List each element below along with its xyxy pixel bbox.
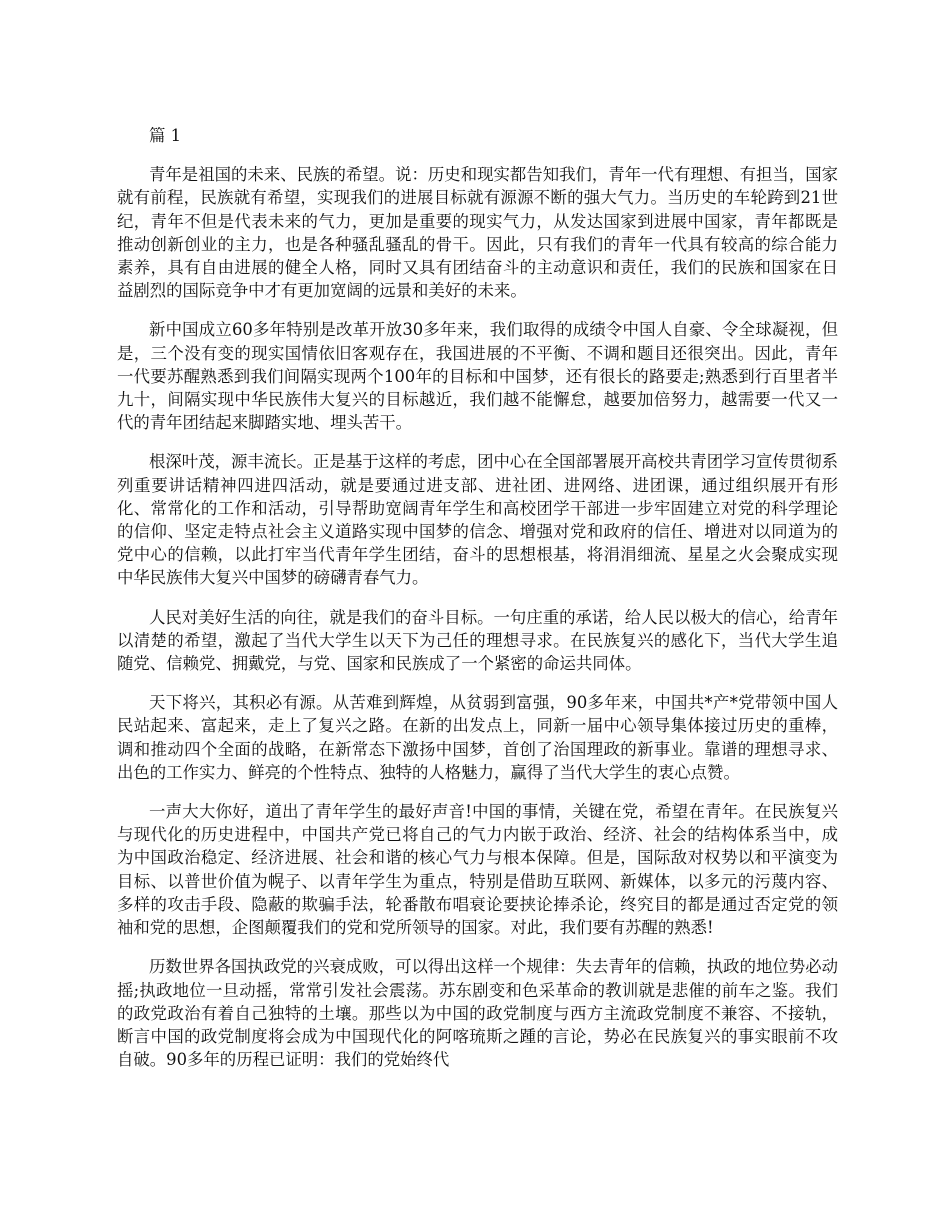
paragraph-2: 新中国成立60多年特别是改革开放30多年来，我们取得的成绩令中国人自豪、令全球凝视，但是，三个没有变的现实国情依旧客观存在，我国进展的不平衡、不调和题目还很突出。因此，青年一代要苏醒熟悉到我们间隔实现两个100年的目标和中国梦，还有很长的路要走;熟悉到行百里者半九十，间隔实现中华民族伟大复兴的目标越近，我们越不能懈怠，越要加倍努力，越需要一代又一代的青年团结起来脚踏实地、埋头苦干。 [117,320,838,433]
paragraph-3: 根深叶茂，源丰流长。正是基于这样的考虑，团中心在全国部署展开高校共青团学习宣传贯彻系列重要讲话精神四进四活动，就是要通过进支部、进社团、进网络、进团课，通过组织展开有形化、常常化的工作和活动，引导帮助宽阔青年学生和高校团学干部进一步牢固建立对党的科学理论的信仰、坚定走特点社会主义道路实现中国梦的信念、增强对党和政府的信任、增进对以同道为的党中心的信赖，以此打牢当代青年学生团结，奋斗的思想根基，将涓涓细流、星星之火会聚成实现中华民族伟大复兴中国梦的磅礴青春气力。 [117,452,838,588]
paragraph-7: 历数世界各国执政党的兴衰成败，可以得出这样一个规律：失去青年的信赖，执政的地位势必动摇;执政地位一旦动摇，常常引发社会震荡。苏东剧变和色采革命的教训就是悲催的前车之鉴。我们的政党政治有着自己独特的土壤。那些以为中国的政党制度与西方主流政党制度不兼容、不接轨，断言中国的政党制度将会成为中国现代化的阿喀琉斯之踵的言论，势必在民族复兴的事实眼前不攻自破。90多年的历程已证明：我们的党始终代 [117,957,838,1070]
section-heading: 篇 1 [149,126,182,145]
paragraph-5: 天下将兴，其积必有源。从苦难到辉煌，从贫弱到富强，90多年来，中国共*产*党带领中国人民站起来、富起来，走上了复兴之路。在新的出发点上，同新一届中心领导集体接过历史的重棒，调和推动四个全面的战略，在新常态下激扬中国梦，首创了治国理政的新事业。靠谱的理想寻求、出色的工作实力、鲜亮的个性特点、独特的人格魅力，赢得了当代大学生的衷心点赞。 [117,693,838,782]
document-page [117,124,838,1087]
paragraph-4: 人民对美好生活的向往，就是我们的奋斗目标。一句庄重的承诺，给人民以极大的信心，给青年以清楚的希望，激起了当代大学生以天下为己任的理想寻求。在民族复兴的感化下，当代大学生追随党、信赖党、拥戴党，与党、国家和民族成了一个紧密的命运共同体。 [117,607,838,674]
paragraph-1: 青年是祖国的未来、民族的希望。说：历史和现实都告知我们，青年一代有理想、有担当，国家就有前程，民族就有希望，实现我们的进展目标就有源源不断的强大气力。当历史的车轮跨到21世纪，青年不但是代表未来的气力，更加是重要的现实气力，从发达国家到进展中国家，青年都既是推动创新创业的主力，也是各种骚乱骚乱的骨干。因此，只有我们的青年一代具有较高的综合能力素养，具有自由进展的健全人格，同时又具有团结奋斗的主动意识和责任，我们的民族和国家在日益剧烈的国际竞争中才有更加宽阔的远景和美好的未来。 [117,165,838,301]
paragraph-6: 一声大大你好，道出了青年学生的最好声音!中国的事情，关键在党，希望在青年。在民族复兴与现代化的历史进程中，中国共产党已将自己的气力内嵌于政治、经济、社会的结构体系当中，成为中国政治稳定、经济进展、社会和谐的核心气力与根本保障。但是，国际敌对权势以和平演变为目标、以普世价值为幌子、以青年学生为重点，特别是借助互联网、新媒体，以多元的污蔑内容、多样的攻击手段、隐蔽的欺骗手法，轮番散布唱衰论要挟论捧杀论，终究目的都是通过否定党的领袖和党的思想，企图颠覆我们的党和党所领导的国家。对此，我们要有苏醒的熟悉! [117,802,838,938]
